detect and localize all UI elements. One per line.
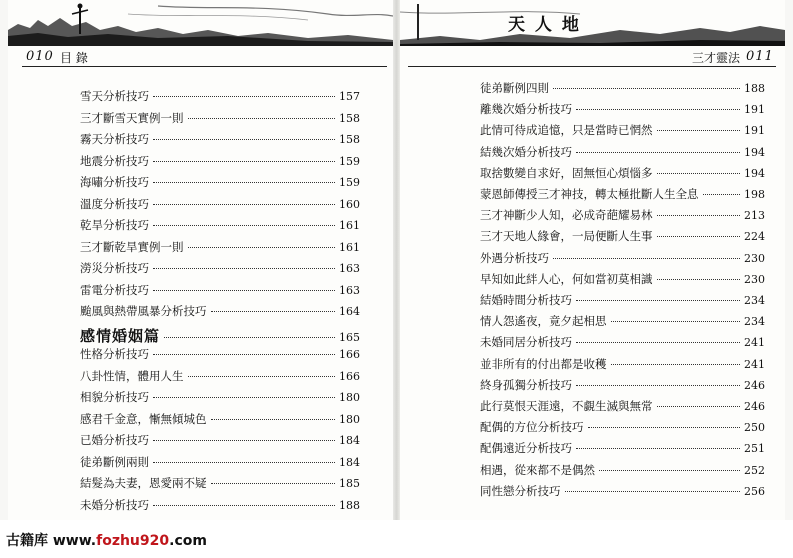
toc-entry-title: 蒙恩師傳授三才神技，轉太極批斷人生全息 <box>480 187 699 201</box>
toc-leader-dots <box>599 470 740 471</box>
toc-leader-dots <box>657 130 741 131</box>
toc-entry-title: 溫度分析技巧 <box>80 196 149 211</box>
toc-entry-page: 180 <box>339 391 360 404</box>
toc-entry-page: 159 <box>339 154 360 168</box>
toc-leader-dots <box>553 258 740 259</box>
toc-entry-title: 未婚分析技巧 <box>80 497 149 512</box>
toc-leader-dots <box>153 505 335 506</box>
toc-leader-dots <box>153 182 335 183</box>
toc-entry <box>80 454 360 470</box>
toc-leader-dots <box>657 406 741 407</box>
toc-entry-page: 185 <box>339 477 360 490</box>
watermark <box>6 530 207 550</box>
toc-entry <box>80 303 360 319</box>
left-header-title: 目 錄 <box>60 51 88 65</box>
toc-entry <box>80 497 360 513</box>
toc-entry-page: 251 <box>744 442 765 456</box>
toc-entry <box>480 186 765 202</box>
footer-bar <box>0 520 793 558</box>
right-header-title: 三才靈法 <box>692 51 741 65</box>
toc-entry-page: 252 <box>744 463 765 477</box>
toc-entry-page: 256 <box>744 484 765 498</box>
toc-entry <box>80 432 360 448</box>
toc-entry-title: 颱風與熱帶風暴分析技巧 <box>80 304 207 318</box>
toc-leader-dots <box>657 236 741 237</box>
toc-entry-page: 230 <box>744 251 765 265</box>
toc-leader-dots <box>576 152 740 153</box>
toc-entry <box>480 398 765 414</box>
toc-leader-dots <box>703 194 741 195</box>
toc-entry-title: 三才斷雪天實例一則 <box>80 110 184 125</box>
toc-leader-dots <box>153 204 335 205</box>
toc-entry-page: 163 <box>339 283 360 297</box>
toc-entry-title: 徒弟斷例兩則 <box>80 454 149 469</box>
toc-entry <box>80 217 360 233</box>
toc-entry-title: 霧天分析技巧 <box>80 132 149 146</box>
toc-entry <box>80 475 360 491</box>
toc-entry <box>480 207 765 223</box>
toc-entry-title: 相貌分析技巧 <box>80 390 149 404</box>
toc-entry <box>480 122 765 138</box>
left-page-number: 010 <box>26 49 54 64</box>
toc-entry-title: 雪天分析技巧 <box>80 89 149 103</box>
toc-leader-dots <box>611 321 741 322</box>
toc-entry <box>480 483 765 499</box>
toc-leader-dots <box>211 311 336 312</box>
toc-entry-page: 241 <box>744 357 765 371</box>
toc-leader-dots <box>153 161 335 162</box>
toc-entry-title: 八卦性情，體用人生 <box>80 368 184 383</box>
toc-entry-title: 地震分析技巧 <box>80 153 149 168</box>
toc-entry-page: 230 <box>744 272 765 286</box>
toc-leader-dots <box>153 440 335 441</box>
toc-entry-title: 已婚分析技巧 <box>80 433 149 447</box>
toc-entry-title: 三才神斷少人知，必成奇葩耀易林 <box>480 208 653 223</box>
toc-leader-dots <box>153 268 335 269</box>
toc-entry-page: 194 <box>744 166 765 180</box>
toc-leader-dots <box>576 300 740 301</box>
toc-entry <box>480 228 765 244</box>
right-page-number: 011 <box>746 49 774 64</box>
toc-entry <box>480 144 765 160</box>
toc-leader-dots <box>188 376 336 377</box>
toc-entry-page: 166 <box>339 369 360 383</box>
toc-entry <box>80 411 360 427</box>
right-header-rule <box>408 66 776 67</box>
toc-entry <box>80 110 360 126</box>
toc-entry-page: 166 <box>339 348 360 361</box>
toc-entry-page: 234 <box>744 315 765 329</box>
toc-entry-page: 194 <box>744 145 765 159</box>
toc-entry-page: 157 <box>339 90 360 103</box>
toc-leader-dots <box>153 225 335 226</box>
left-toc-list <box>80 88 360 518</box>
toc-entry-title: 此行莫恨天涯遠，不覷生滅與無常 <box>480 399 653 413</box>
toc-entry-page: 180 <box>339 412 360 426</box>
toc-entry-page: 165 <box>339 330 360 344</box>
toc-leader-dots <box>611 364 741 365</box>
toc-entry <box>480 313 765 329</box>
toc-entry-title: 配偶遠近分析技巧 <box>480 441 572 456</box>
toc-leader-dots <box>576 385 740 386</box>
toc-entry-page: 213 <box>744 209 765 223</box>
toc-entry-title: 雷電分析技巧 <box>80 282 149 297</box>
toc-entry <box>80 174 360 190</box>
toc-entry-page: 161 <box>339 240 360 254</box>
watermark-prefix: 古籍库 <box>6 533 48 549</box>
toc-entry <box>80 368 360 384</box>
toc-entry-title: 性格分析技巧 <box>80 347 149 361</box>
toc-leader-dots <box>153 354 335 355</box>
toc-entry-title: 未婚同居分析技巧 <box>480 335 572 350</box>
toc-entry-title: 澇災分析技巧 <box>80 261 149 275</box>
toc-entry <box>480 292 765 308</box>
toc-entry-title: 離幾次婚分析技巧 <box>480 102 572 117</box>
toc-entry <box>480 440 765 456</box>
toc-section-heading <box>80 325 360 346</box>
toc-entry-title: 結髮為夫妻，恩愛兩不疑 <box>80 476 207 490</box>
toc-leader-dots <box>576 109 740 110</box>
toc-entry <box>80 260 360 276</box>
toc-entry <box>480 101 765 117</box>
toc-entry-title: 感情婚姻篇 <box>80 326 161 345</box>
toc-entry-title: 相遇，從來都不是偶然 <box>480 462 595 477</box>
toc-entry-title: 並非所有的付出都是收穫 <box>480 356 607 371</box>
toc-entry <box>480 334 765 350</box>
toc-entry-title: 三才斷乾旱實例一則 <box>80 239 184 254</box>
toc-entry-page: 246 <box>744 378 765 392</box>
watermark-url-a: www. <box>52 533 97 549</box>
toc-entry-page: 188 <box>339 498 360 512</box>
toc-entry <box>80 346 360 362</box>
left-page <box>8 0 393 520</box>
toc-entry-page: 198 <box>744 188 765 201</box>
toc-entry <box>480 377 765 393</box>
toc-entry-page: 159 <box>339 176 360 189</box>
toc-entry-title: 徒弟斷例四則 <box>480 81 549 95</box>
toc-entry-page: 250 <box>744 421 765 435</box>
toc-leader-dots <box>576 342 740 343</box>
toc-entry <box>80 389 360 405</box>
landscape-banner-left <box>8 0 393 46</box>
toc-leader-dots <box>188 247 336 248</box>
toc-entry <box>480 356 765 372</box>
toc-entry-page: 241 <box>744 336 765 350</box>
toc-entry <box>480 80 765 96</box>
toc-entry-page: 158 <box>339 111 360 125</box>
toc-entry-page: 158 <box>339 133 360 146</box>
toc-leader-dots <box>164 337 335 338</box>
toc-entry-title: 三才天地人緣會，一局便斷人生事 <box>480 229 653 244</box>
toc-leader-dots <box>657 173 741 174</box>
toc-entry-title: 終身孤獨分析技巧 <box>480 377 572 392</box>
left-header-rule <box>22 66 387 67</box>
mountain-illustration <box>400 0 785 46</box>
toc-entry-page: 246 <box>744 400 765 413</box>
toc-leader-dots <box>188 118 336 119</box>
book-gutter <box>393 0 400 520</box>
toc-leader-dots <box>553 88 740 89</box>
toc-leader-dots <box>588 427 741 428</box>
toc-entry-title: 外遇分析技巧 <box>480 250 549 265</box>
toc-entry <box>480 271 765 287</box>
toc-entry-title: 結婚時間分析技巧 <box>480 293 572 307</box>
toc-entry-title: 此情可待成追憶，只是當時已惘然 <box>480 123 653 138</box>
toc-leader-dots <box>153 462 335 463</box>
toc-entry <box>80 282 360 298</box>
toc-entry <box>80 239 360 255</box>
toc-entry-page: 191 <box>744 124 765 138</box>
toc-entry-title: 乾旱分析技巧 <box>80 218 149 232</box>
toc-leader-dots <box>153 139 335 140</box>
toc-entry <box>80 88 360 104</box>
toc-entry-page: 234 <box>744 294 765 307</box>
right-toc-list <box>480 80 765 510</box>
toc-entry-title: 早知如此絆人心，何如當初莫相識 <box>480 271 653 286</box>
toc-entry <box>480 419 765 435</box>
toc-leader-dots <box>153 96 335 97</box>
toc-entry-page: 188 <box>744 82 765 95</box>
watermark-url-c: .com <box>169 533 207 549</box>
toc-entry-title: 同性戀分析技巧 <box>480 483 561 498</box>
toc-leader-dots <box>211 419 336 420</box>
toc-entry-page: 184 <box>339 455 360 469</box>
toc-entry-page: 191 <box>744 103 765 117</box>
brand-title: 天 人 地 <box>508 15 581 35</box>
right-page <box>400 0 785 520</box>
toc-entry <box>80 131 360 147</box>
toc-leader-dots <box>153 397 335 398</box>
toc-entry-page: 161 <box>339 219 360 232</box>
toc-entry-page: 224 <box>744 230 765 244</box>
toc-entry-page: 163 <box>339 262 360 275</box>
toc-entry-title: 配偶的方位分析技巧 <box>480 420 584 435</box>
toc-entry <box>80 196 360 212</box>
toc-entry-page: 160 <box>339 197 360 211</box>
toc-entry-title: 海嘯分析技巧 <box>80 175 149 189</box>
toc-entry <box>480 165 765 181</box>
mountain-illustration <box>8 0 393 46</box>
toc-leader-dots <box>576 448 740 449</box>
toc-leader-dots <box>657 215 741 216</box>
toc-leader-dots <box>153 290 335 291</box>
toc-entry-page: 164 <box>339 305 360 318</box>
toc-entry <box>480 462 765 478</box>
toc-entry-title: 感君千金意，慚無傾城色 <box>80 411 207 426</box>
toc-entry-title: 結幾次婚分析技巧 <box>480 144 572 159</box>
toc-entry-title: 情人怨遙夜，竟夕起相思 <box>480 314 607 329</box>
toc-leader-dots <box>565 491 741 492</box>
watermark-url-b: fozhu920 <box>96 533 170 549</box>
toc-entry-title: 取捨數變自求好，固無恒心煩惱多 <box>480 165 653 180</box>
toc-entry-page: 184 <box>339 434 360 447</box>
toc-leader-dots <box>657 279 741 280</box>
toc-leader-dots <box>211 483 336 484</box>
toc-entry <box>480 250 765 266</box>
toc-entry <box>80 153 360 169</box>
landscape-banner-right <box>400 0 785 46</box>
